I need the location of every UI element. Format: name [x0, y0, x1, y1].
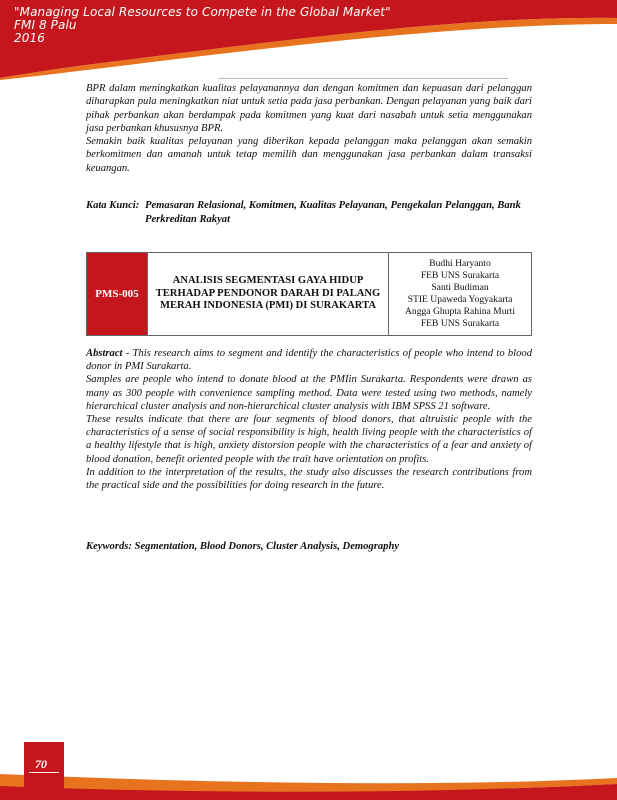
kata-kunci-text: Pemasaran Relasional, Komitmen, Kualitas Pelayanan, Pengekalan Pelanggan, Bank Perkreditan Rakyat: [145, 200, 521, 225]
header-band: [0, 0, 617, 80]
author-name: Budhi Haryanto: [429, 258, 491, 269]
kata-kunci-label: Kata Kunci:: [86, 200, 140, 211]
author-name: Santi Budiman: [431, 282, 489, 293]
page-number: 70: [35, 757, 47, 771]
abstract-first-text: - This research aims to segment and identify the characteristics of people who intend to blood donor in PMI Surakarta.: [86, 348, 532, 373]
keywords-en: Keywords: Segmentation, Blood Donors, Cluster Analysis, Demography: [86, 541, 400, 552]
abstract-paragraph: Samples are people who intend to donate blood at the PMIin Surakarta. Respondents were drawn as many as 300 people with convenience sampling method. Data were tested using two methods, namely hierarchical cluster analysis and non-hierarchical cluster analysis with IBM SPSS 21 software.: [86, 374, 532, 412]
article-code: PMS-005: [87, 253, 148, 336]
conference-header: [14, 6, 391, 45]
article-header-table: [86, 252, 532, 336]
footer-swoosh-graphic: [0, 728, 617, 800]
conference-name: FMI 8 Palu: [14, 18, 77, 32]
top-rule: [218, 78, 508, 79]
intro-text: [86, 82, 532, 175]
author-name: Angga Ghupta Rahina Murti: [404, 306, 516, 317]
intro-paragraph: Semakin baik kualitas pelayanan yang diberikan kepada pelanggan maka pelanggan akan semakin berkomitmen dan amanah untuk tetap memilih dan menggunakan jasa perbankan dalam transaksi keuangan.: [86, 136, 532, 174]
abstract-paragraph: [86, 347, 532, 373]
article-authors: [389, 253, 532, 336]
footer-band: [0, 728, 617, 800]
abstract-label: Abstract: [86, 348, 123, 359]
abstract: [86, 347, 532, 492]
conference-year: 2016: [14, 31, 45, 45]
abstract-paragraph: These results indicate that there are four segments of blood donors, that altruistic people with the characteristics of a sense of social responsibility is high, health living people with the characteristics of a healthy lifestyle that is high, anxiety distorsion people with the characteristics of a fear and anxiety of blood donation, benefit oriented people with the trait have orientation on profits.: [86, 414, 532, 465]
abstract-paragraph: In addition to the interpretation of the results, the study also discusses the research contributions from the practical side and the possibilities for doing research in the future.: [86, 466, 532, 492]
conference-theme: "Managing Local Resources to Compete in the Global Market": [14, 5, 391, 19]
intro-paragraph: BPR dalam meningkatkan kualitas pelayanannya dan dengan komitmen dan kepuasan dari pelanggan diharapkan pula meningkatkan niat untuk setia pada jasa perbankan. Dengan pelayanan yang baik dari pihak perbankan akan berdampak pada komitmen yang kuat dari nasabah untuk setia menggunakan jasa perbankan khususnya BPR.: [86, 83, 532, 134]
author-affiliation: FEB UNS Surakarta: [420, 318, 500, 329]
article-title: ANALISIS SEGMENTASI GAYA HIDUP TERHADAP PENDONOR DARAH DI PALANG MERAH INDONESIA (PMI) DI SURAKARTA: [148, 253, 389, 336]
author-affiliation: STIE Upaweda Yogyakarta: [407, 294, 513, 305]
author-affiliation: FEB UNS Surakarta: [420, 270, 500, 281]
page-number-underline: [29, 772, 59, 773]
